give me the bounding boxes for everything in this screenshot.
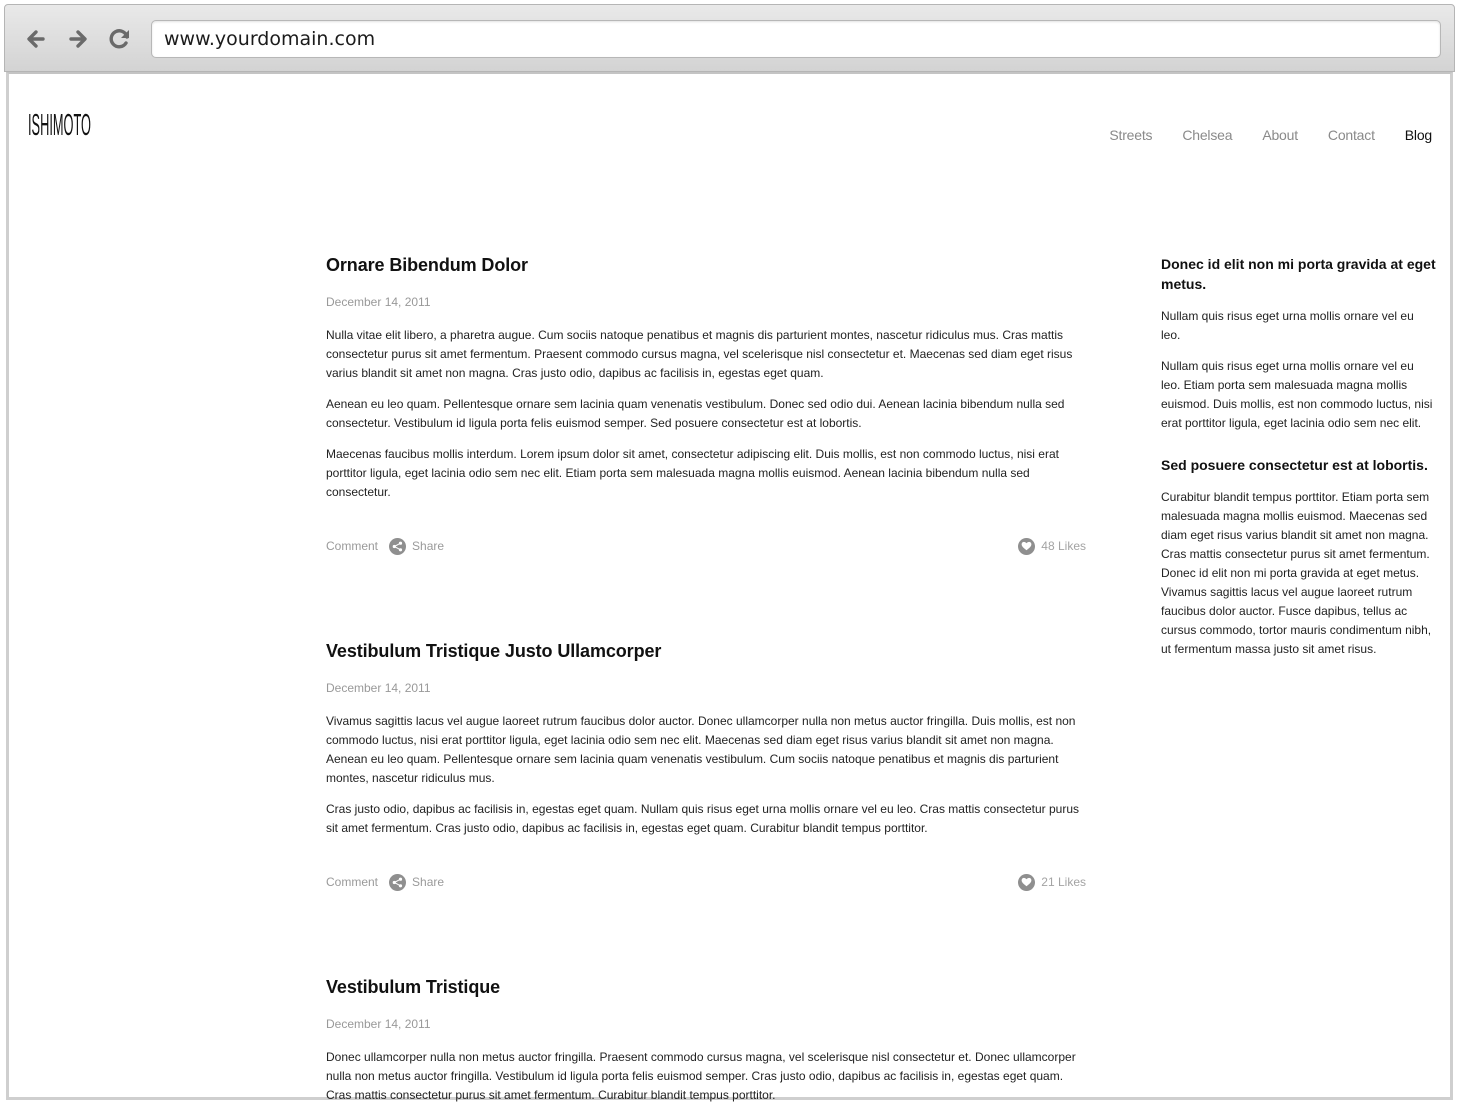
sidebar-heading: Donec id elit non mi porta gravida at eget metus. [1161,256,1436,292]
post-meta [326,537,1086,557]
browser-toolbar [4,4,1455,72]
comment-link[interactable]: Comment [326,875,379,889]
sidebar-paragraph: Nullam quis risus eget urna mollis ornare vel eu leo. [1161,309,1414,342]
post-date: December 14, 2011 [326,1017,431,1031]
like-button[interactable] [1018,537,1086,555]
blog-post [326,254,1086,557]
share-icon [389,538,406,555]
post-actions [326,537,444,555]
share-button[interactable] [389,873,444,891]
share-label: Share [412,875,445,889]
nav-link-contact[interactable]: Contact [1327,127,1375,143]
arrow-left-icon[interactable] [21,24,51,54]
nav-link-about[interactable]: About [1262,127,1298,143]
post-date: December 14, 2011 [326,681,431,695]
nav-link-streets[interactable]: Streets [1109,127,1153,143]
blog-post [326,976,1086,1105]
share-icon [389,874,406,891]
sidebar-heading: Sed posuere consectetur est at lobortis. [1161,457,1428,473]
nav-link-chelsea[interactable]: Chelsea [1182,127,1233,143]
blog-post [326,640,1086,893]
arrow-right-icon[interactable] [63,24,93,54]
nav-link-blog[interactable]: Blog [1404,127,1432,143]
heart-icon [1018,538,1035,555]
post-title[interactable]: Vestibulum Tristique Justo Ullamcorper [326,641,662,661]
reload-icon[interactable] [105,24,135,54]
post-paragraph: Maecenas faucibus mollis interdum. Lorem ipsum dolor sit amet, consectetur adipiscing elit. Duis mollis, est non commodo luctus, nisi erat porttitor ligula, eget lacinia odio sem nec elit. Etiam porta sem malesuada magna mollis euismod. Aenean lacinia bibendum nulla sed consectetur. [326,447,1059,499]
post-paragraph: Aenean eu leo quam. Pellentesque ornare sem lacinia quam venenatis vestibulum. Donec sed odio dui. Aenean lacinia bibendum nulla sed consectetur. Vestibulum id ligula porta felis euismod semper. Sed posuere consectetur est at lobortis. [326,397,1065,430]
sidebar [1161,254,1436,671]
url-text: www.yourdomain.com [164,28,376,50]
post-paragraph: Vivamus sagittis lacus vel augue laoreet rutrum faucibus dolor auctor. Donec ullamcorper nulla non metus auctor fringilla. Duis mollis, est non commodo luctus, nisi erat porttitor ligula, eget lacinia odio sem nec elit. Maecenas sed diam eget risus varius blandit sit amet non magna. Aenean eu leo quam. Pellentesque ornare sem lacinia quam venenatis vestibulum. Cum sociis natoque penatibus et magnis dis parturient montes, nascetur ridiculus mus. [326,714,1076,785]
sidebar-paragraph: Curabitur blandit tempus porttitor. Etiam porta sem malesuada magna mollis euismod. Maecenas sed diam eget risus varius blandit sit amet non magna. Cras mattis consectetur purus sit amet fermentum. Donec id elit non mi porta gravida at eget metus. Vivamus sagittis lacus vel augue laoreet rutrum faucibus dolor auctor. Fusce dapibus, tellus ac cursus commodo, tortor mauris condimentum nibh, ut fermentum massa justo sit amet risus. [1161,490,1432,656]
page-viewport [6,72,1453,1100]
comment-link[interactable]: Comment [326,539,379,553]
like-button[interactable] [1018,873,1086,891]
address-bar[interactable] [151,20,1441,58]
likes-count: 21 Likes [1041,875,1086,889]
blog-posts [326,254,1086,1117]
post-date: December 14, 2011 [326,295,431,309]
sidebar-paragraph: Nullam quis risus eget urna mollis ornare vel eu leo. Etiam porta sem malesuada magna mollis euismod. Duis mollis, est non commodo luctus, nisi erat porttitor ligula, eget lacinia odio sem nec elit. [1161,359,1433,430]
heart-icon [1018,874,1035,891]
likes-count: 48 Likes [1041,539,1086,553]
post-paragraph: Cras justo odio, dapibus ac facilisis in, egestas eget quam. Nullam quis risus eget urna mollis ornare vel eu leo. Cras mattis consectetur purus sit amet fermentum. Cras justo odio, dapibus ac facilisis in, egestas eget quam. Curabitur blandit tempus porttitor. [326,802,1080,835]
post-title[interactable]: Ornare Bibendum Dolor [326,255,528,275]
logo-text: ISHIMOTO [28,108,91,143]
post-actions [326,873,444,891]
post-title[interactable]: Vestibulum Tristique [326,977,501,997]
site-logo[interactable] [28,108,92,144]
share-button[interactable] [389,537,444,555]
share-label: Share [412,539,445,553]
post-paragraph: Nulla vitae elit libero, a pharetra augue. Cum sociis natoque penatibus et magnis dis parturient montes, nascetur ridiculus mus. Cras mattis consectetur purus sit amet fermentum. Praesent commodo cursus magna, vel scelerisque nisl consectetur et. Maecenas sed diam eget risus varius blandit sit amet non magna. Cras justo odio, dapibus ac facilisis in, egestas eget quam. [326,328,1073,380]
post-meta [326,873,1086,893]
main-nav [1079,127,1432,143]
post-paragraph: Donec ullamcorper nulla non metus auctor fringilla. Praesent commodo cursus magna, vel scelerisque nisl consectetur et. Donec ullamcorper nulla non metus auctor fringilla. Vestibulum id ligula porta felis euismod semper. Cras justo odio, dapibus ac facilisis in, egestas eget quam. Cras mattis consectetur purus sit amet fermentum. Curabitur blandit tempus porttitor. [326,1050,1076,1102]
